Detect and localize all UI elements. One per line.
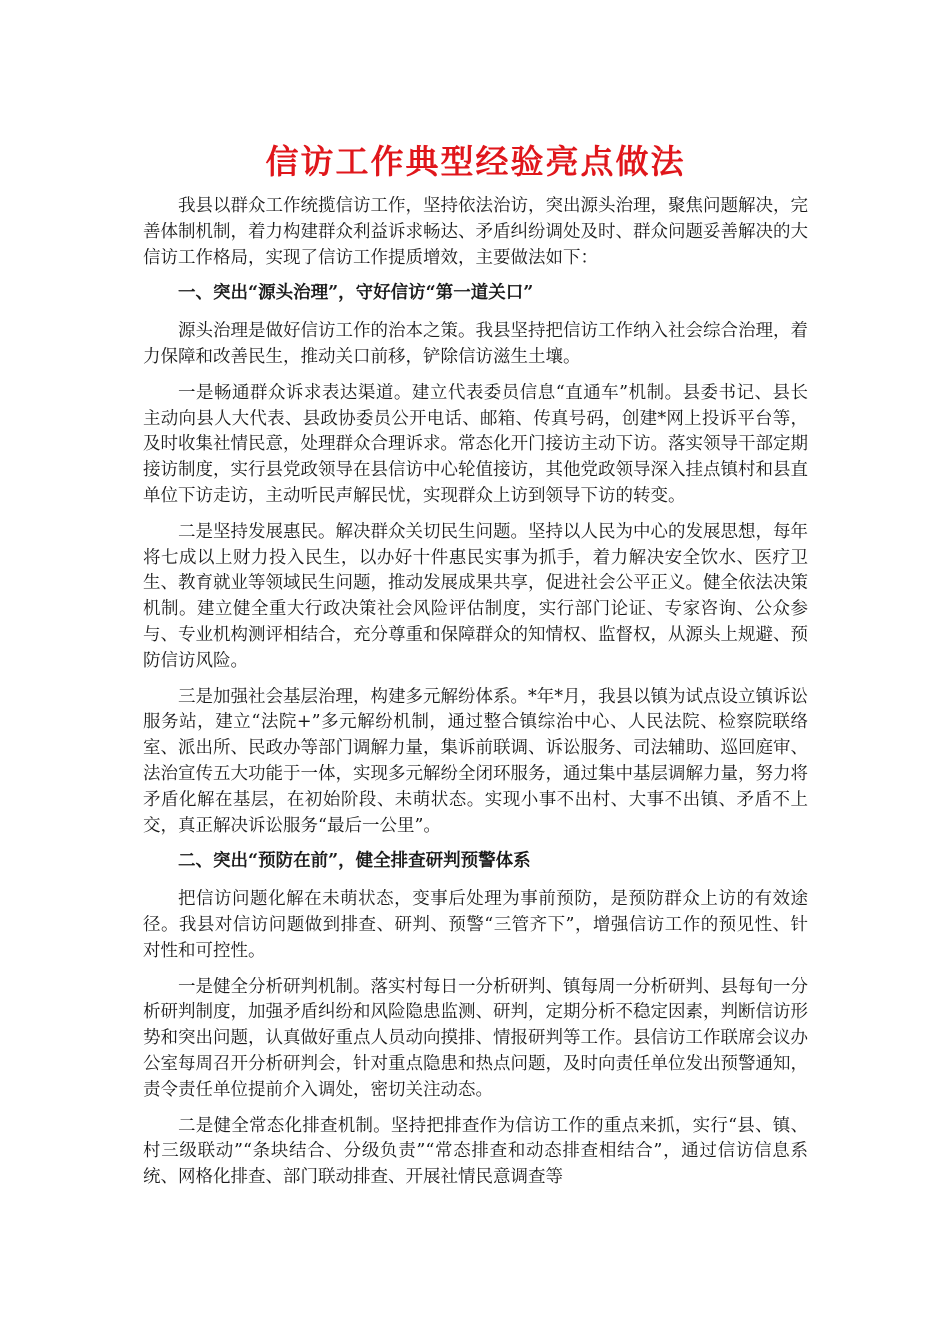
document-title: 信访工作典型经验亮点做法 <box>265 142 686 181</box>
section-1-point-3: 三是加强社会基层治理，构建多元解纷体系。*年*月，我县以镇为试点设立镇诉讼服务站，建立“法院+”多元解纷机制，通过整合镇综治中心、人民法院、检察院联络室、派出所、民政办等部门调解力量，集诉前联调、诉讼服务、司法辅助、巡回庭审、法治宣传五大功能于一体，实现多元解纷全闭环服务，通过集中基层调解力量，努力将矛盾化解在基层，在初始阶段、未萌状态。实现小事不出村、大事不出镇、矛盾不上交，真正解决诉讼服务“最后一公里”。 <box>143 686 808 836</box>
document-page <box>143 130 808 1201</box>
section-2-point-2: 二是健全常态化排查机制。坚持把排查作为信访工作的重点来抓，实行“县、镇、村三级联动”“条块结合、分级负责”“常态排查和动态排查相结合”，通过信访信息系统、网格化排查、部门联动排查、开展社情民意调查等 <box>143 1115 808 1188</box>
section-1-point-1: 一是畅通群众诉求表达渠道。建立代表委员信息“直通车”机制。县委书记、县长主动向县人大代表、县政协委员公开电话、邮箱、传真号码，创建*网上投诉平台等，及时收集社情民意，处理群众合理诉求。常态化开门接访主动下访。落实领导干部定期接访制度，实行县党政领导在县信访中心轮值接访，其他党政领导深入挂点镇村和县直单位下访走访，主动听民声解民忧，实现群众上访到领导下访的转变。 <box>143 382 808 506</box>
section-heading-1: 一、突出“源头治理”，守好信访“第一道关口” <box>178 283 534 304</box>
section-1-intro: 源头治理是做好信访工作的治本之策。我县坚持把信访工作纳入社会综合治理，着力保障和改善民生，推动关口前移，铲除信访滋生土壤。 <box>143 321 808 367</box>
intro-paragraph: 我县以群众工作统揽信访工作，坚持依法治访，突出源头治理，聚焦问题解决，完善体制机制，着力构建群众利益诉求畅达、矛盾纠纷调处及时、群众问题妥善解决的大信访工作格局，实现了信访工作提质增效，主要做法如下： <box>143 196 808 268</box>
section-2-point-1: 一是健全分析研判机制。落实村每日一分析研判、镇每周一分析研判、县每旬一分析研判制度，加强矛盾纠纷和风险隐患监测、研判，定期分析不稳定因素，判断信访形势和突出问题，认真做好重点人员动向摸排、情报研判等工作。县信访工作联席会议办公室每周召开分析研判会，针对重点隐患和热点问题，及时向责任单位发出预警通知，责令责任单位提前介入调处，密切关注动态。 <box>143 976 808 1100</box>
section-1-point-2: 二是坚持发展惠民。解决群众关切民生问题。坚持以人民为中心的发展思想，每年将七成以上财力投入民生，以办好十件惠民实事为抓手，着力解决安全饮水、医疗卫生、教育就业等领域民生问题，推动发展成果共享，促进社会公平正义。健全依法决策机制。建立健全重大行政决策社会风险评估制度，实行部门论证、专家咨询、公众参与、专业机构测评相结合，充分尊重和保障群众的知情权、监督权，从源头上规避、预防信访风险。 <box>143 521 808 671</box>
section-heading-2: 二、突出“预防在前”，健全排查研判预警体系 <box>178 851 531 872</box>
section-2-intro: 把信访问题化解在未萌状态，变事后处理为事前预防，是预防群众上访的有效途径。我县对信访问题做到排查、研判、预警“三管齐下”，增强信访工作的预见性、针对性和可控性。 <box>143 889 808 961</box>
